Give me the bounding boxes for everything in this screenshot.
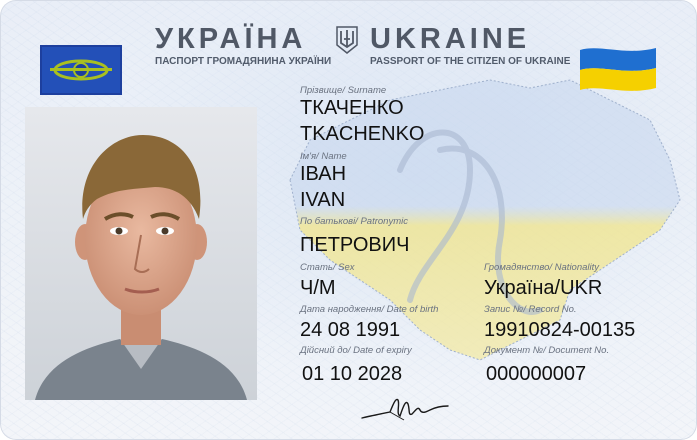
- patronymic-label: По батькові/ Patronymic: [300, 216, 408, 227]
- nationality-value: Україна/UKR: [484, 277, 603, 299]
- country-name-ua: УКРАЇНА: [155, 23, 307, 55]
- doc-title-en: PASSPORT OF THE CITIZEN OF UKRAINE: [370, 56, 571, 67]
- surname-value-ua: ТКАЧЕНКО: [300, 97, 404, 119]
- date-of-expiry-value: 01 10 2028: [302, 363, 403, 385]
- date-of-birth-label: Дата народження/ Date of birth: [300, 304, 439, 315]
- record-no-value: 19910824-00135: [484, 319, 636, 341]
- patronymic-value: ПЕТРОВИЧ: [300, 234, 410, 256]
- date-of-expiry-label: Дійсний до/ Date of expiry: [300, 345, 412, 356]
- document-no-value: 000000007: [486, 363, 587, 385]
- trident-icon: [335, 25, 359, 55]
- document-no-label: Документ №/ Document No.: [484, 345, 610, 356]
- sex-label: Стать/ Sex: [300, 262, 355, 273]
- name-value-en: IVAN: [300, 189, 346, 211]
- flag-icon: [580, 44, 656, 94]
- name-value-ua: ІВАН: [300, 163, 347, 185]
- record-no-label: Запис №/ Record No.: [484, 304, 577, 315]
- signature-icon: [360, 392, 450, 424]
- chip-emblem-icon: [40, 45, 122, 95]
- surname-value-en: TKACHENKO: [300, 123, 425, 145]
- holder-photo: [25, 107, 257, 400]
- surname-label: Прізвище/ Surname: [300, 85, 387, 96]
- country-name-en: UKRAINE: [370, 23, 531, 55]
- doc-title-ua: ПАСПОРТ ГРОМАДЯНИНА УКРАЇНИ: [155, 56, 332, 67]
- nationality-label: Громадянство/ Nationality: [484, 262, 600, 273]
- date-of-birth-value: 24 08 1991: [300, 319, 401, 341]
- card-title: [150, 22, 550, 56]
- name-label: Ім'я/ Name: [300, 151, 347, 162]
- sex-value: Ч/M: [300, 277, 336, 299]
